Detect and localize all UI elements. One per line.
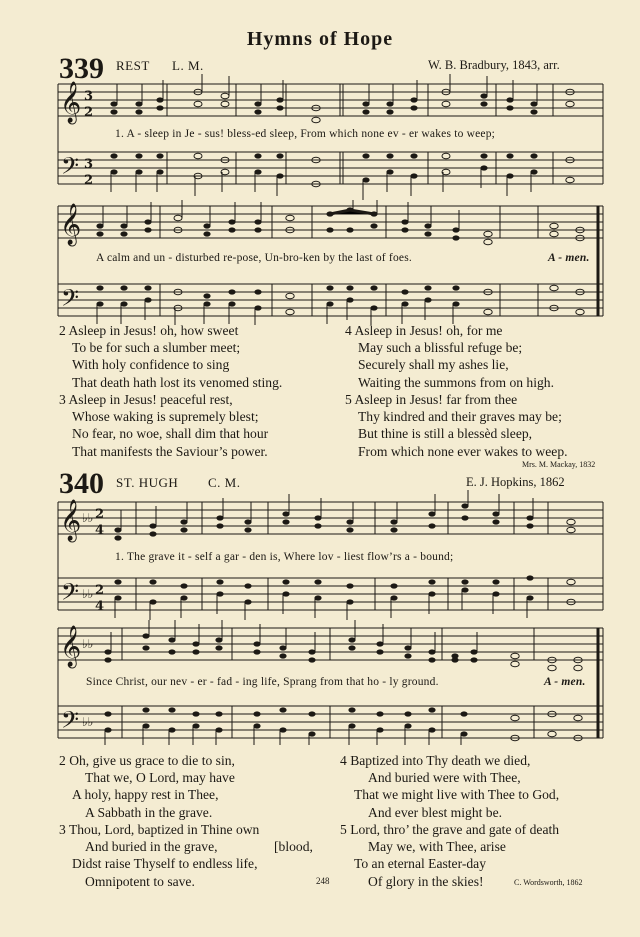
stanza-line: 4 Baptized into Thy death we died,: [340, 753, 531, 768]
stanza-line: 4 Asleep in Jesus! oh, for me: [345, 323, 503, 338]
composer-340: E. J. Hopkins, 1862: [466, 475, 565, 489]
stanza-339-3: [59, 391, 268, 460]
stanza-339-2: [59, 322, 282, 391]
stanza-339-4: [345, 322, 554, 391]
stanza-line: To an eternal Easter-day: [354, 856, 487, 872]
section-title: Hymns of Hope: [246, 28, 394, 50]
stanza-line: That manifests the Saviour’s power.: [72, 443, 268, 459]
svg-text:♭♭: ♭♭: [82, 715, 94, 729]
author-339: Mrs. M. Mackay, 1832: [522, 460, 596, 469]
stanza-line: And buried were with Thee,: [368, 770, 521, 786]
bass-clef-icon: 𝄢: [61, 284, 80, 317]
svg-text:3: 3: [84, 89, 94, 104]
svg-text:♭♭: ♭♭: [82, 587, 94, 601]
stanza-line: From which none ever wakes to weep.: [358, 443, 568, 459]
svg-text:2: 2: [95, 507, 105, 522]
stanza-340-3: [59, 821, 259, 890]
author-340: C. Wordsworth, 1862: [514, 878, 583, 887]
svg-text:2: 2: [95, 583, 105, 598]
stanza-line: That we might live with Thee to God,: [354, 787, 560, 803]
svg-text:♭♭: ♭♭: [82, 511, 94, 525]
svg-text:♭♭: ♭♭: [82, 637, 94, 651]
stanza-340-4: [340, 752, 559, 821]
stanza-line: 5 Asleep in Jesus! far from thee: [345, 392, 518, 407]
amen-340: A - men.: [544, 676, 586, 688]
tune-name-340: ST. HUGH: [116, 475, 179, 490]
stanza-line: A Sabbath in the grave.: [85, 804, 213, 820]
stanza-line: But thine is still a blessèd sleep,: [358, 426, 533, 442]
meter-339: L. M.: [172, 58, 204, 73]
svg-text:2: 2: [84, 173, 94, 188]
stanza-line: No fear, no woe, shall dim that hour: [72, 426, 269, 442]
treble-clef-icon: 𝄞: [60, 500, 82, 541]
stanza-line: Whose waking is supremely blest;: [72, 409, 259, 425]
stanza-line: With holy confidence to sing: [72, 357, 230, 373]
stanza-line: Waiting the summons from on high.: [358, 374, 555, 390]
stanza-line: To be for such a slumber meet;: [72, 340, 241, 356]
stanza-line: Didst raise Thyself to endless life,: [72, 856, 258, 872]
bass-clef-icon: 𝄢: [61, 706, 80, 739]
tune-name-339: REST: [116, 58, 150, 73]
svg-text:2: 2: [84, 105, 94, 120]
stanza-line: 3 Asleep in Jesus! peaceful rest,: [59, 392, 233, 407]
hymn-number-339: 339: [59, 52, 104, 85]
stanza-line: That death hath lost its venomed sting.: [72, 374, 283, 390]
treble-clef-icon: 𝄞: [60, 204, 82, 245]
stanza-339-5: [345, 391, 568, 460]
stanza-line: Thy kindred and their graves may be;: [358, 409, 562, 425]
stanza-line: 3 Thou, Lord, baptized in Thine own: [59, 822, 260, 837]
svg-text:4: 4: [95, 523, 105, 538]
bass-clef-icon: 𝄢: [61, 578, 80, 611]
stanza-line: May such a blissful refuge be;: [358, 340, 523, 356]
lyric-line-339-1: 1. A - sleep in Je - sus! bless-ed sleep, From which none ev - er wakes to weep;: [115, 128, 496, 140]
meter-340: C. M.: [208, 475, 241, 490]
svg-text:3: 3: [84, 157, 94, 172]
amen-339: A - men.: [548, 252, 590, 264]
page-number: 248: [316, 876, 330, 886]
hymn-number-340: 340: [59, 467, 104, 500]
stanza-line: Securely shall my ashes lie,: [358, 357, 509, 373]
stanza-line: May we, with Thee, arise: [368, 839, 506, 855]
treble-clef-icon: 𝄞: [60, 82, 82, 123]
lyric-line-340-1: 1. The grave it - self a gar - den is, Where lov - liest flow’rs a - bound;: [115, 551, 454, 563]
lyric-line-339-2: A calm and un - disturbed re-pose, Un-bro-ken by the last of foes.: [96, 252, 412, 264]
stanza-line: 5 Lord, thro’ the grave and gate of death: [340, 822, 560, 837]
bass-clef-icon: 𝄢: [61, 152, 80, 185]
stanza-line: Of glory in the skies!: [368, 873, 484, 889]
svg-text:4: 4: [95, 599, 105, 614]
treble-clef-icon: 𝄞: [60, 626, 82, 667]
stanza-line: 2 Asleep in Jesus! oh, how sweet: [59, 323, 239, 338]
stanza-line: A holy, happy rest in Thee,: [72, 787, 219, 803]
stanza-line: 2 Oh, give us grace to die to sin,: [59, 753, 235, 768]
stanza-line: That we, O Lord, may have: [85, 770, 235, 786]
stanza-340-3-turnover: [blood,: [274, 839, 313, 854]
stanza-line: And buried in the grave,: [85, 839, 218, 855]
stanza-line: And ever blest might be.: [368, 804, 503, 820]
stanza-line: Omnipotent to save.: [85, 873, 195, 889]
lyric-line-340-2: Since Christ, our nev - er - fad - ing life, Sprang from that ho - ly ground.: [86, 676, 439, 688]
composer-339: W. B. Bradbury, 1843, arr.: [428, 58, 560, 72]
stanza-340-2: [59, 752, 235, 821]
